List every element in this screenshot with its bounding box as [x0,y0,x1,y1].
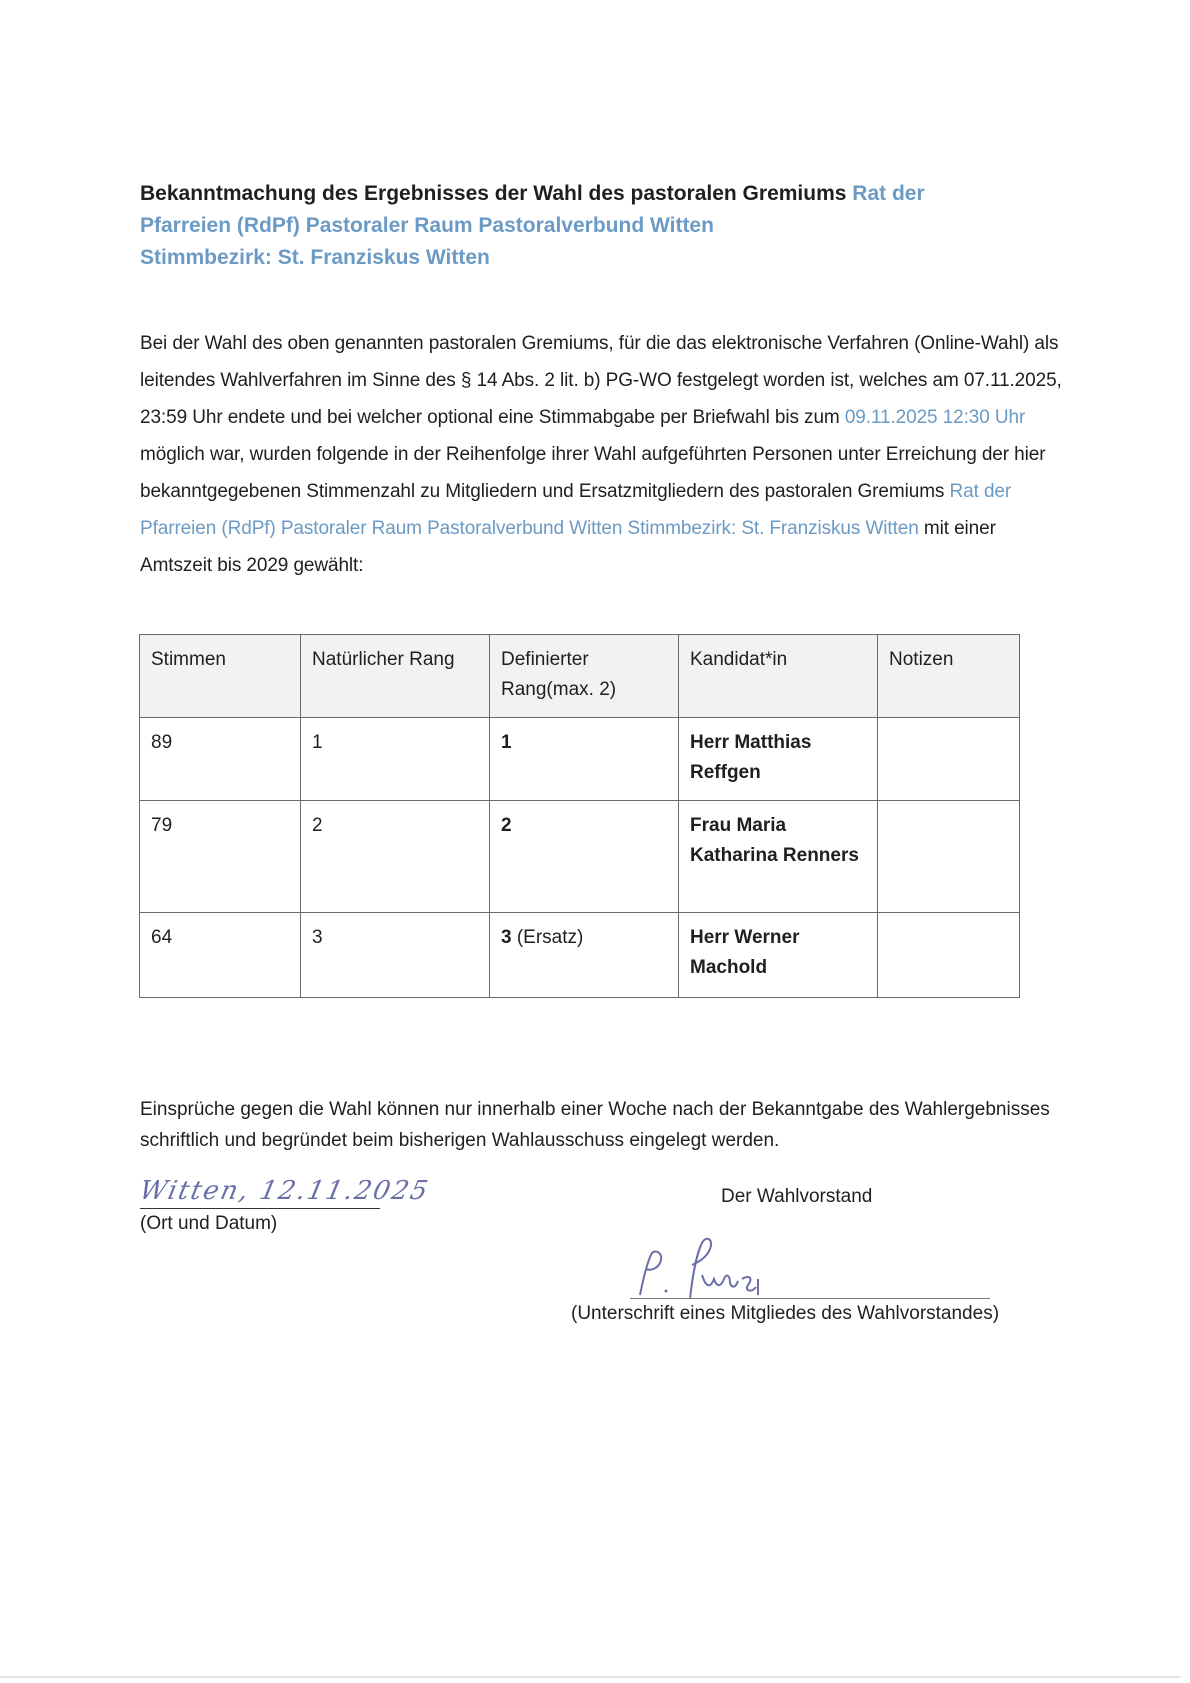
cell-defined-rank [490,718,679,801]
cell-defined-rank [490,913,679,998]
header-candidate: Kandidat*in [679,635,878,718]
header-natural-rank: Natürlicher Rang [301,635,490,718]
cell-votes: 64 [140,913,301,998]
board-signature-line [630,1298,990,1299]
board-title: Der Wahlvorstand [721,1186,873,1207]
heading-body-name-cont: Pfarreien (RdPf) Pastoraler Raum Pastoralverbund Witten [140,214,714,237]
defined-rank-value: 3 [501,927,512,948]
cell-natural-rank: 1 [301,718,490,801]
objection-notice: Einsprüche gegen die Wahl können nur innerhalb einer Woche nach der Bekanntgabe des Wahlergebnisses schriftlich und begründet beim bisherigen Wahlausschuss eingelegt werden. [140,1099,1050,1151]
postal-deadline: 09.11.2025 12:30 Uhr [844,407,1026,428]
header-notes: Notizen [878,635,1020,718]
place-date-line [140,1208,380,1209]
cell-natural-rank: 2 [301,801,490,913]
cell-notes [878,913,1020,998]
intro-text-2: möglich war, wurden folgende in der Reihenfolge ihrer Wahl aufgeführten Personen unter Erreichung der hier bekanntgegebenen Stimmenzahl zu Mitgliedern und Ersatzmitgliedern des pastoralen Gremiums [140,444,1046,502]
cell-defined-rank [490,801,679,913]
results-table [139,634,1020,998]
cell-natural-rank: 3 [301,913,490,998]
heading-district: Stimmbezirk: St. Franziskus Witten [140,246,490,269]
cell-candidate: Frau Maria Katharina Renners [679,801,878,913]
cell-votes: 89 [140,718,301,801]
table-header-row [140,635,1020,718]
defined-rank-value: 2 [501,815,512,836]
cell-candidate: Herr Matthias Reffgen [679,718,878,801]
cell-notes [878,801,1020,913]
defined-rank-value: 1 [501,732,512,753]
intro-paragraph [140,325,1065,584]
body-full-name: Rat der Pfarreien (RdPf) Pastoraler Raum Pastoralverbund Witten Stimmbezirk: St. Franziskus Witten [140,481,1012,539]
table-row [140,718,1020,801]
board-signature-caption: (Unterschrift eines Mitgliedes des Wahlvorstandes) [571,1303,1000,1324]
table-row [140,913,1020,998]
intro-text-3: mit einer Amtszeit bis 2029 gewählt: [140,518,996,576]
header-votes: Stimmen [140,635,301,718]
place-date-block [136,1176,433,1237]
cell-votes: 79 [140,801,301,913]
handwritten-place-date: Witten, 12.11.2025 [136,1176,433,1206]
table-row [140,801,1020,913]
announcement-heading [140,178,1040,274]
heading-body-name: Rat der [852,182,925,205]
cell-candidate: Herr Werner Machold [679,913,878,998]
cell-notes [878,718,1020,801]
header-defined-rank: Definierter Rang(max. 2) [490,635,679,718]
heading-prefix: Bekanntmachung des Ergebnisses der Wahl des pastoralen Gremiums [140,182,853,205]
intro-text-1: Bei der Wahl des oben genannten pastoralen Gremiums, für die das elektronische Verfahren (Online-Wahl) als leitendes Wahlverfahren im Sinne des § 14 Abs. 2 lit. b) PG-WO festgelegt worden ist, welches am 07.11.2025, 23:59 Uhr endete und bei welcher optional eine Stimmabgabe per Briefwahl bis zum [140,333,1062,428]
defined-rank-suffix: (Ersatz) [511,927,584,948]
handwritten-signature-icon [630,1235,810,1305]
page-bottom-edge [0,1676,1180,1678]
place-date-caption: (Ort und Datum) [140,1213,278,1234]
